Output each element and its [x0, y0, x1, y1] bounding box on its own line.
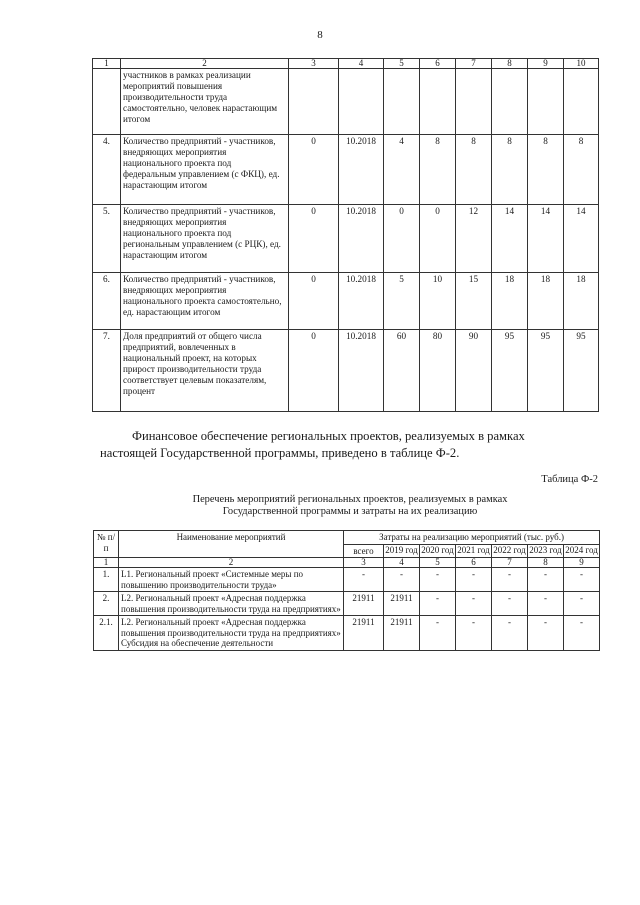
total-cell: -	[344, 568, 384, 592]
value-cell: 18	[528, 273, 564, 330]
header-costs: Затраты на реализацию мероприятий (тыс. руб.)	[344, 531, 600, 545]
row-number: 4.	[93, 135, 121, 205]
indicator-name: Доля предприятий от общего числа предприятий, вовлеченных в национальный проект, на которых прирост производительности труда соответствует целевым показателям, процент	[121, 330, 289, 412]
value-cell: 21911	[384, 616, 420, 651]
header-cell: 2	[121, 59, 289, 69]
value-cell: -	[456, 616, 492, 651]
base-date: 10.2018	[339, 273, 384, 330]
index-cell: 4	[384, 558, 420, 568]
table-row	[93, 273, 599, 330]
value-cell: 8	[528, 135, 564, 205]
table-title-line: Перечень мероприятий региональных проектов, реализуемых в рамках	[192, 494, 508, 505]
index-cell: 5	[420, 558, 456, 568]
indicator-name: Количество предприятий - участников, внедряющих мероприятия национального проекта самостоятельно, ед. нарастающим итогом	[121, 273, 289, 330]
value-cell: 0	[420, 205, 456, 273]
row-number: 7.	[93, 330, 121, 412]
base-value: 0	[289, 135, 339, 205]
paragraph-line: настоящей Государственной программы, приведено в таблице Ф-2.	[100, 446, 460, 460]
row-number	[93, 69, 121, 135]
index-row	[94, 558, 600, 568]
base-value: 0	[289, 330, 339, 412]
value-cell: 10	[420, 273, 456, 330]
value-cell: -	[528, 592, 564, 616]
value-cell: 14	[564, 205, 599, 273]
row-number: 6.	[93, 273, 121, 330]
value-cell: -	[420, 592, 456, 616]
index-cell: 1	[94, 558, 119, 568]
header-cell: 1	[93, 59, 121, 69]
value-cell: 4	[384, 135, 420, 205]
value-cell: 95	[564, 330, 599, 412]
base-value: 0	[289, 273, 339, 330]
index-cell: 7	[492, 558, 528, 568]
value-cell: 90	[456, 330, 492, 412]
total-cell: 21911	[344, 592, 384, 616]
total-cell: 21911	[344, 616, 384, 651]
table-row	[93, 135, 599, 205]
header-year: 2024 год	[564, 544, 600, 558]
table-header-row	[93, 59, 599, 69]
base-value: 0	[289, 205, 339, 273]
value-cell: 21911	[384, 592, 420, 616]
value-cell: 8	[456, 135, 492, 205]
header-year: 2023 год	[528, 544, 564, 558]
table-row	[94, 568, 600, 592]
project-name: L1. Региональный проект «Системные меры по повышению производительности труда»	[119, 568, 344, 592]
value-cell: 0	[384, 205, 420, 273]
base-date: 10.2018	[339, 205, 384, 273]
table-title-line: Государственной программы и затраты на их реализацию	[222, 506, 478, 517]
value-cell: -	[384, 568, 420, 592]
header-total: всего	[344, 544, 384, 558]
value-cell: 8	[420, 135, 456, 205]
header-cell: 3	[289, 59, 339, 69]
table-row	[93, 69, 599, 135]
value-cell: -	[528, 616, 564, 651]
value-cell: -	[564, 592, 600, 616]
indicator-name: Количество предприятий - участников, внедряющих мероприятия национального проекта под федеральным управлением (с ФКЦ), ед. нарастающим итогом	[121, 135, 289, 205]
header-cell: 7	[456, 59, 492, 69]
value-cell: -	[420, 568, 456, 592]
indicators-table	[92, 58, 599, 412]
table-title	[115, 494, 585, 518]
project-name: L2. Региональный проект «Адресная поддержка повышения производительности труда на предприятиях»	[119, 592, 344, 616]
value-cell: 12	[456, 205, 492, 273]
header-num: № п/п	[94, 531, 119, 558]
value-cell: 95	[492, 330, 528, 412]
value-cell: 80	[420, 330, 456, 412]
header-cell: 8	[492, 59, 528, 69]
value-cell: 18	[564, 273, 599, 330]
value-cell: -	[564, 568, 600, 592]
header-cell: 5	[384, 59, 420, 69]
value-cell: 60	[384, 330, 420, 412]
value-cell: -	[492, 568, 528, 592]
header-year: 2021 год	[456, 544, 492, 558]
header-name: Наименование мероприятий	[119, 531, 344, 558]
row-number: 1.	[94, 568, 119, 592]
value-cell: 18	[492, 273, 528, 330]
index-cell: 8	[528, 558, 564, 568]
indicator-name: участников в рамках реализации мероприятий повышения производительности труда самостоятельно, человек нарастающим итогом	[121, 69, 289, 135]
row-number: 2.	[94, 592, 119, 616]
table-label: Таблица Ф-2	[541, 474, 598, 485]
table-row	[93, 330, 599, 412]
value-cell: 5	[384, 273, 420, 330]
value-cell: -	[564, 616, 600, 651]
table-row	[94, 592, 600, 616]
header-year: 2019 год	[384, 544, 420, 558]
value-cell: 15	[456, 273, 492, 330]
value-cell: 95	[528, 330, 564, 412]
value-cell: -	[420, 616, 456, 651]
project-name: L2. Региональный проект «Адресная поддержка повышения производительности труда на предприятиях» Субсидия на обеспечение деятельности	[119, 616, 344, 651]
header-cell: 4	[339, 59, 384, 69]
table-row	[93, 205, 599, 273]
header-year: 2022 год	[492, 544, 528, 558]
value-cell: -	[456, 592, 492, 616]
indicator-name: Количество предприятий - участников, внедряющих мероприятия национального проекта под региональным управлением (с РЦК), ед. нарастающим итогом	[121, 205, 289, 273]
header-cell: 6	[420, 59, 456, 69]
header-cell: 9	[528, 59, 564, 69]
value-cell: -	[492, 592, 528, 616]
value-cell: -	[456, 568, 492, 592]
financing-paragraph	[100, 428, 600, 462]
value-cell: 14	[528, 205, 564, 273]
value-cell: 14	[492, 205, 528, 273]
costs-table	[93, 530, 600, 651]
page-number: 8	[317, 29, 323, 41]
header-cell: 10	[564, 59, 599, 69]
value-cell: 8	[564, 135, 599, 205]
row-number: 2.1.	[94, 616, 119, 651]
value-cell: 8	[492, 135, 528, 205]
row-number: 5.	[93, 205, 121, 273]
base-date: 10.2018	[339, 135, 384, 205]
base-date: 10.2018	[339, 330, 384, 412]
paragraph-line: Финансовое обеспечение региональных проектов, реализуемых в рамках	[132, 429, 525, 443]
value-cell: -	[492, 616, 528, 651]
index-cell: 2	[119, 558, 344, 568]
table-header-row	[94, 531, 600, 545]
value-cell: -	[528, 568, 564, 592]
index-cell: 3	[344, 558, 384, 568]
table-row	[94, 616, 600, 651]
index-cell: 6	[456, 558, 492, 568]
header-year: 2020 год	[420, 544, 456, 558]
index-cell: 9	[564, 558, 600, 568]
